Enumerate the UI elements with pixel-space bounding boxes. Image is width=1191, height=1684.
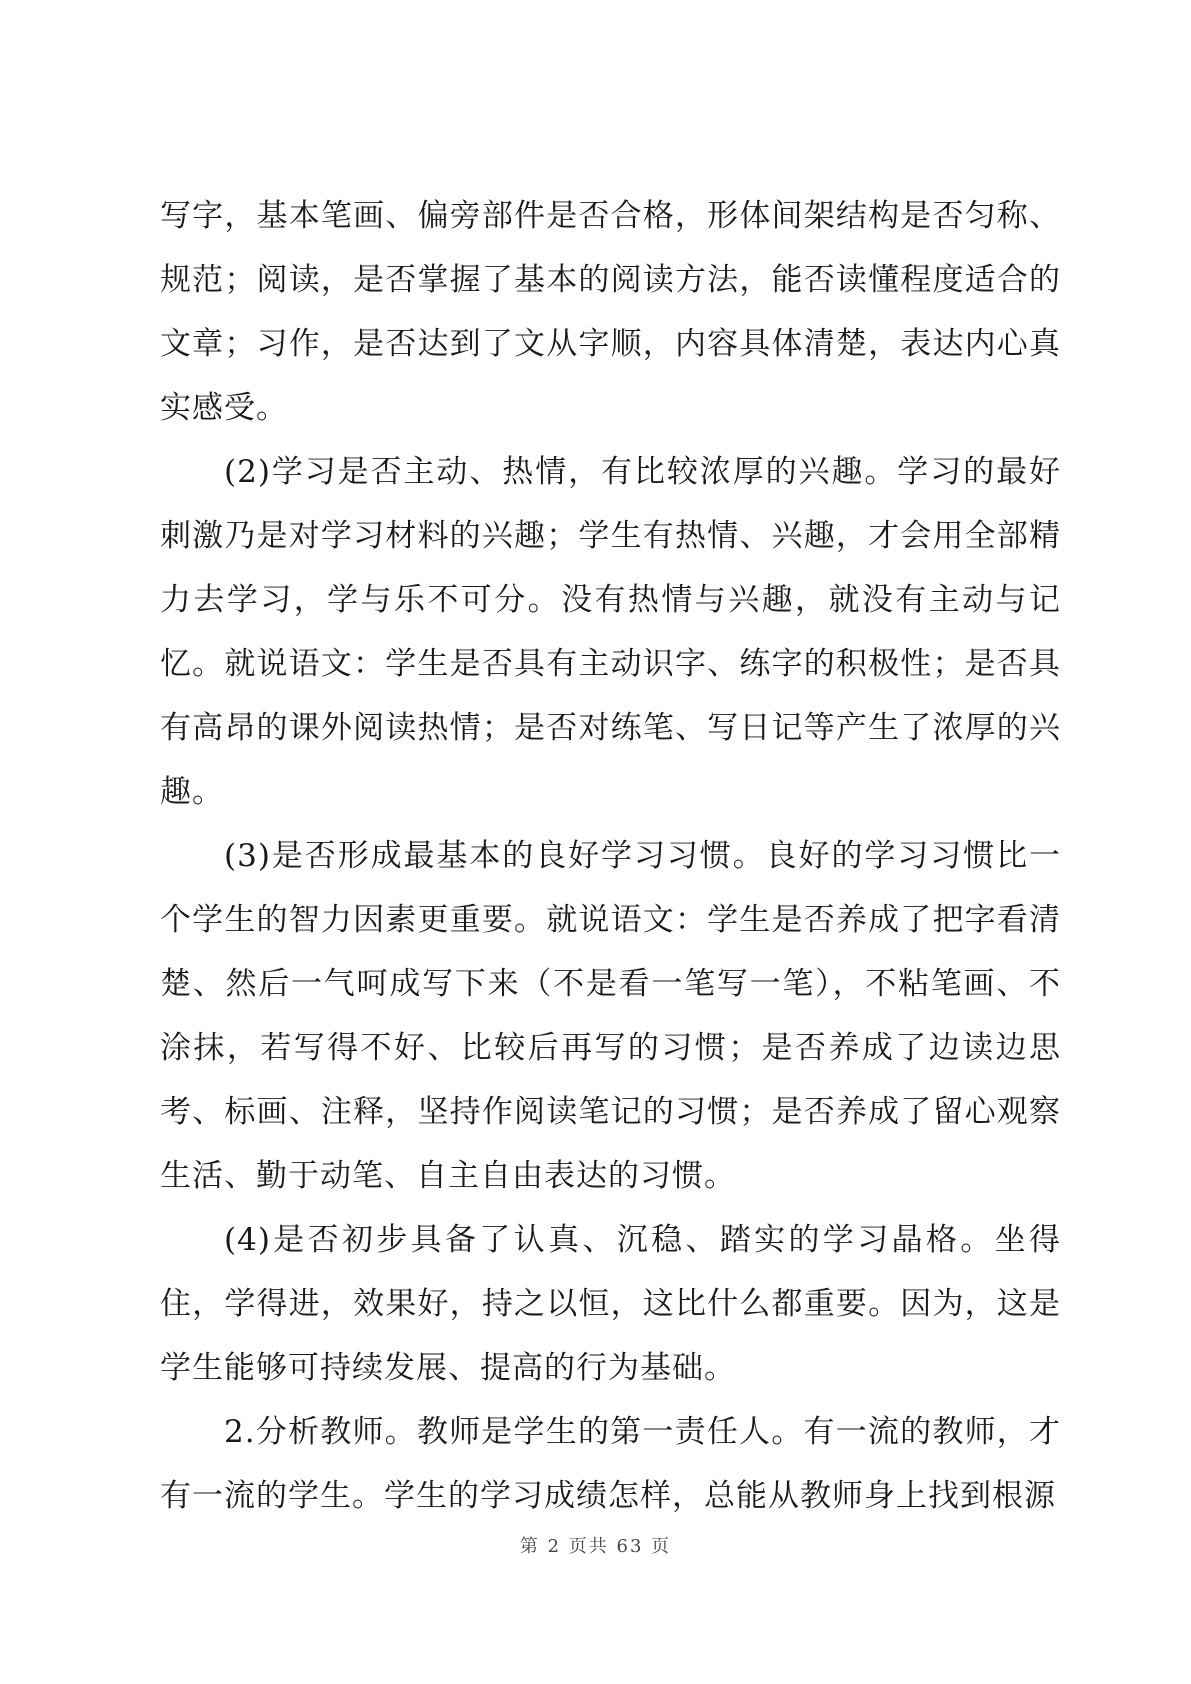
body-text (160, 184, 1061, 1528)
paragraph-point-3: (3)是否形成最基本的良好学习习惯。良好的学习习惯比一个学生的智力因素更重要。就说语文：学生是否养成了把字看清楚、然后一气呵成写下来（不是看一笔写一笔），不粘笔画、不涂抹，若写得不好、比较后再写的习惯；是否养成了边读边思考、标画、注释，坚持作阅读笔记的习惯；是否养成了留心观察生活、勤于动笔、自主自由表达的习惯。 (160, 838, 1061, 1194)
paragraph-point-2: (2)学习是否主动、热情，有比较浓厚的兴趣。学习的最好刺激乃是对学习材料的兴趣；学生有热情、兴趣，才会用全部精力去学习，学与乐不可分。没有热情与兴趣，就没有主动与记忆。就说语文：学生是否具有主动识字、练字的积极性；是否具有高昂的课外阅读热情；是否对练笔、写日记等产生了浓厚的兴趣。 (160, 454, 1061, 810)
page-number-footer: 第 2 页共 63 页 (519, 1536, 672, 1557)
paragraph-section-2: 2.分析教师。教师是学生的第一责任人。有一流的教师，才有一流的学生。学生的学习成绩怎样，总能从教师身上找到根源 (160, 1414, 1061, 1514)
paragraph-continuation: 写字，基本笔画、偏旁部件是否合格，形体间架结构是否匀称、规范；阅读，是否掌握了基本的阅读方法，能否读懂程度适合的文章；习作，是否达到了文从字顺，内容具体清楚，表达内心真实感受。 (160, 198, 1061, 426)
paragraph-point-4: (4)是否初步具备了认真、沉稳、踏实的学习晶格。坐得住，学得进，效果好，持之以恒，这比什么都重要。因为，这是学生能够可持续发展、提高的行为基础。 (160, 1222, 1061, 1386)
